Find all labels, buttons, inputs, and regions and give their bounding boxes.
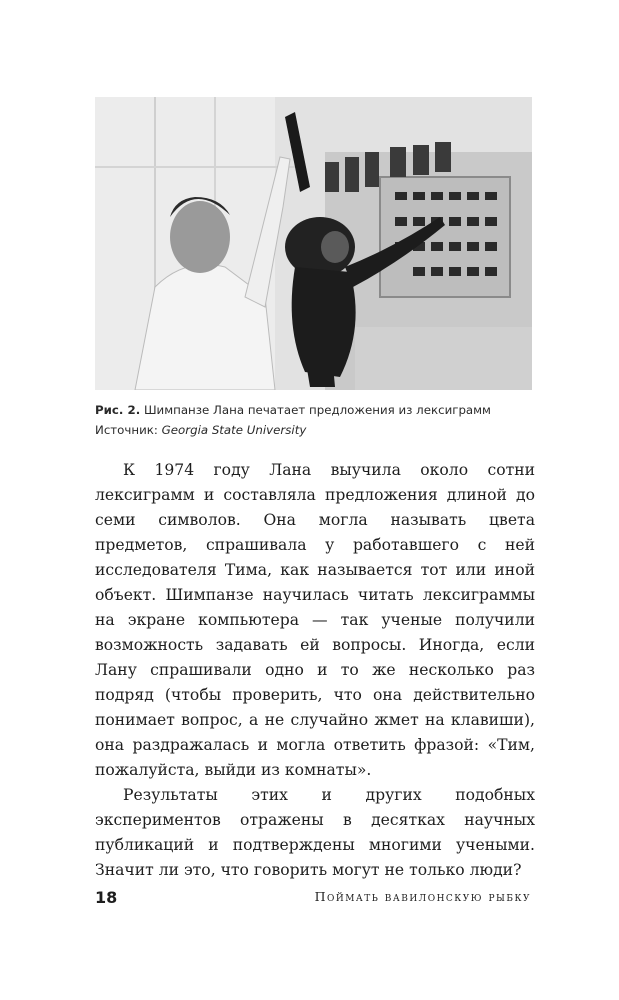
running-head: Поймать вавилонскую рыбку — [314, 889, 531, 904]
paragraph: Результаты этих и других подобных экспериментов отражены в десятках научных публикаций и подтверждены многими учеными. Значит ли это, что говорить могут не только люди? — [95, 786, 535, 879]
page-number: 18 — [95, 888, 118, 907]
caption-line — [95, 400, 535, 420]
source-label: Источник: — [95, 423, 158, 437]
source-name: Georgia State University — [161, 423, 307, 437]
source-line — [95, 420, 535, 440]
body-text — [95, 458, 535, 883]
caption-text: Шимпанзе Лана печатает предложения из лексиграмм — [143, 403, 491, 417]
figure-photo — [95, 97, 532, 390]
caption-label: Рис. 2. — [95, 403, 141, 417]
figure-caption — [95, 400, 535, 440]
paragraph: К 1974 году Лана выучила около сотни лексиграмм и составляла предложения длиной до семи символов. Она могла называть цвета предметов, спрашивала у работавшего с ней исследователя Тима, как называется тот или иной объект. Шимпанзе научилась читать лексиграммы на экране компьютера — так ученые получили возможность задавать ей вопросы. Иногда, если Лану спрашивали одно и то же несколько раз подряд (чтобы проверить, что она действительно понимает вопрос, а не случайно жмет на клавиши), она раздражалась и могла ответить фразой: «Тим, пожалуйста, выйди из комнаты». — [95, 461, 535, 779]
